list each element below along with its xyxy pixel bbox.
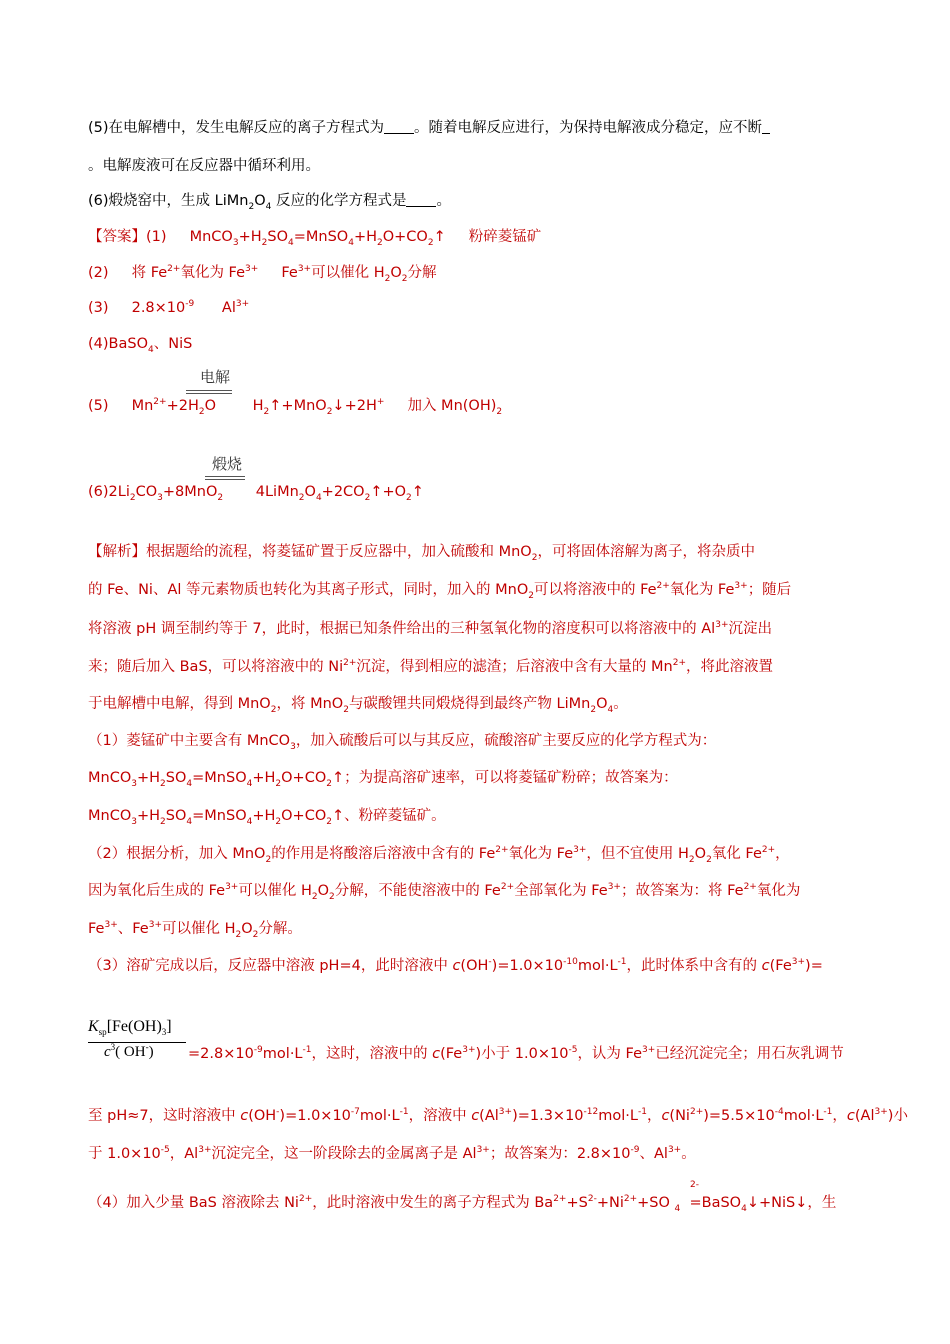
fraction-bar — [88, 1042, 186, 1043]
analysis-line-6: （1）菱锰矿中主要含有 MnCO$_3$，加入硫酸后可以与其反应，硫酸溶矿主要反应的化学方程式为： — [88, 733, 717, 752]
analysis-line-13: $=2.8\times 10^{-9}mol\cdot L^{-1}$，这时，溶液中的 $c(Fe^{3+})$小于 $1.0\times 10^{-5}$，认为 $Fe^{3+}$已经沉淀完全；用石灰乳调节 — [188, 1045, 844, 1062]
question-6: (6)煅烧窑中，生成 $LiMn_2O_4$ 反应的化学方程式是 。 — [88, 193, 451, 212]
analysis-line-3: 将溶液 pH 调至制约等于 7，此时，根据已知条件给出的三种氢氧化物的溶度积可以将溶液中的 $Al^{3+}$沉淀出 — [88, 620, 772, 637]
equation-arrow-bar — [186, 390, 232, 394]
condition-electrolysis: 电解 — [200, 368, 231, 386]
analysis-line-9: （2）根据分析，加入 MnO$_2$的作用是将酸溶后溶液中含有的 $Fe^{2+}$氧化为 $Fe^{3+}$，但不宜使用 $H_2O_2$氧化 $Fe^{2+}$， — [88, 845, 790, 865]
answer-2: (2) 将 $Fe^{2+}$氧化为 $Fe^{3+}$ $Fe^{3+}$可以催化 $H_2O_2$分解 — [88, 264, 437, 284]
equation-arrow-bar-2 — [205, 476, 245, 480]
answer-1: 【答案】(1) $MnCO_3+H_2SO_4=MnSO_4+H_2O+CO_2↑$ 粉碎菱锰矿 — [88, 229, 542, 248]
analysis-line-1: 【解析】根据题给的流程，将菱锰矿置于反应器中，加入硫酸和 MnO$_2$，可将固体溶解为离子，将杂质中 — [88, 544, 755, 563]
fraction-numerator: $K_{sp}[Fe(OH)_3]$ — [88, 1018, 172, 1038]
answer-3: (3) $2.8\times 10^{-9}$ $Al^{3+}$ — [88, 299, 250, 316]
analysis-line-15: 于 $1.0\times 10^{-5}$，$Al^{3+}$沉淀完全，这一阶段除去的金属离子是 $Al^{3+}$；故答案为：$2.8\times 10^{-9}$、$Al^{3+}$。 — [88, 1145, 696, 1162]
analysis-line-12: （3）溶矿完成以后，反应器中溶液 pH=4，此时溶液中 $c(OH^-)=1.0\times 10^{-10}mol\cdot L^{-1}$，此时体系中含有的 $c(Fe^{3+})=$ — [88, 957, 823, 974]
answer-6: $(6)2Li_2CO_3+8MnO_2$ $4LiMn_2O_4+2CO_2↑+O_2↑$ — [88, 484, 424, 503]
analysis-line-4: 来；随后加入 BaS，可以将溶液中的 $Ni^{2+}$沉淀，得到相应的滤渣；后溶液中含有大量的 $Mn^{2+}$，将此溶液置 — [88, 658, 774, 675]
fraction-denominator: $c^3$( OH-) — [104, 1042, 154, 1060]
analysis-line-10: 因为氧化后生成的 $Fe^{3+}$可以催化 $H_2O_2$分解，不能使溶液中的 $Fe^{2+}$全部氧化为 $Fe^{3+}$；故答案为：将 $Fe^{2+}$氧化为 — [88, 882, 801, 902]
analysis-line-5: 于电解槽中电解，得到 MnO$_2$，将 MnO$_2$与碳酸锂共同煅烧得到最终产物 $LiMn_2O_4$。 — [88, 696, 628, 715]
analysis-line-8: $MnCO_3+H_2SO_4=MnSO_4+H_2O+CO_2↑$、粉碎菱锰矿。 — [88, 808, 446, 827]
condition-calcination: 煅烧 — [212, 455, 243, 473]
question-5-cont: 。电解废液可在反应器中循环利用。 — [88, 158, 320, 174]
analysis-line-7: $MnCO_3+H_2SO_4=MnSO_4+H_2O+CO_2↑$；为提高溶矿速率，可以将菱锰矿粉碎；故答案为： — [88, 770, 678, 789]
answer-4: (4)BaSO$_4$、NiS — [88, 336, 193, 355]
answer-5: (5) $Mn^{2+}+2H_2O$ $H_2↑+MnO_2↓+2H^+$ 加入 $Mn(OH)_2$ — [88, 397, 503, 417]
analysis-line-11: $Fe^{3+}$、$Fe^{3+}$可以催化 $H_2O_2$分解。 — [88, 920, 302, 940]
analysis-line-14: 至 pH≈7，这时溶液中 $c(OH^-)=1.0\times 10^{-7}mol\cdot L^{-1}$，溶液中 $c(Al^{3+})=1.3\times 10^{-12}mol\cdot L^{-1}$，$c(Ni^{2+})=5.5\times 10^{-4}mol\cdot L^{-1}$，$c(Al^{3+})$小 — [88, 1107, 908, 1124]
analysis-line-16: （4）加入少量 BaS 溶液除去 $Ni^{2+}$，此时溶液中发生的离子方程式为 $Ba^{2+}+S^{2-}+Ni^{2+}+SO$ $_4$ =BaSO$_4$↓+NiS↓，生 — [88, 1194, 837, 1214]
analysis-line-2: 的 Fe、Ni、Al 等元素物质也转化为其离子形式，同时，加入的 MnO$_2$可以将溶液中的 $Fe^{2+}$氧化为 $Fe^{3+}$；随后 — [88, 581, 792, 601]
question-5: (5)在电解槽中，发生电解反应的离子方程式为 。随着电解反应进行，为保持电解液成分稳定，应不断 — [88, 118, 770, 138]
sulfate-charge: 2- — [690, 1180, 699, 1190]
